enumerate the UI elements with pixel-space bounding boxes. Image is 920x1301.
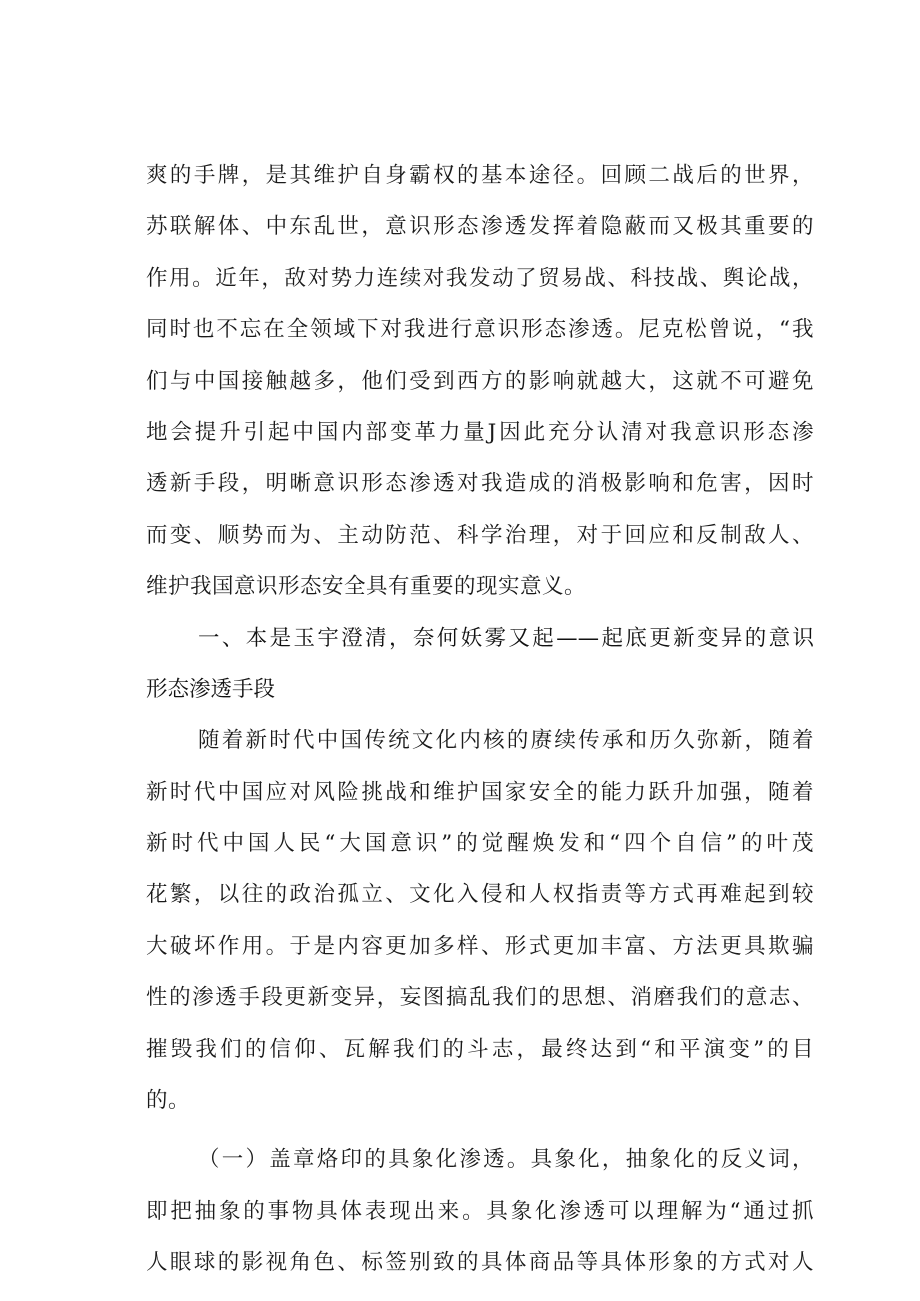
heading-line: 一、本是玉宇澄清，奈何妖雾又起——起底更新变异的意识: [198, 625, 814, 651]
text-line: 新时代中国人民“大国意识”的觉醒焕发和“四个自信”的叶茂: [146, 831, 814, 857]
text-line: 摧毁我们的信仰、瓦解我们的斗志，最终达到“和平演变”的目: [146, 1036, 814, 1062]
text-line: 们与中国接触越多，他们受到西方的影响就越大，这就不可避免: [146, 368, 814, 394]
text-line: 的。: [146, 1088, 191, 1114]
text-line: 维护我国意识形态安全具有重要的现实意义。: [146, 574, 587, 600]
section-heading-1: [146, 613, 814, 716]
paragraph-spacer: [146, 1126, 814, 1134]
document-body: [146, 150, 814, 1289]
paragraph-1: [146, 150, 814, 613]
text-line: 性的渗透手段更新变异，妄图搞乱我们的思想、消磨我们的意志、: [146, 985, 814, 1011]
heading-line: 形态渗透手段: [146, 676, 276, 702]
text-line: 而变、顺势而为、主动防范、科学治理，对于回应和反制敌人、: [146, 522, 814, 548]
text-line: 地会提升引起中国内部变革力量J因此充分认清对我意识形态渗: [146, 419, 814, 445]
text-line: 爽的手牌，是其维护自身霸权的基本途径。回顾二战后的世界，: [146, 163, 814, 188]
text-line: 花繁，以往的政治孤立、文化入侵和人权指责等方式再难起到较: [146, 882, 814, 908]
text-line: 大破坏作用。于是内容更加多样、形式更加丰富、方法更具欺骗: [146, 933, 814, 959]
text-line: （一）盖章烙印的具象化渗透。具象化，抽象化的反义词，: [198, 1147, 814, 1173]
text-line: 随着新时代中国传统文化内核的赓续传承和历久弥新，随着: [198, 728, 814, 754]
text-line: 同时也不忘在全领域下对我进行意识形态渗透。尼克松曾说，“我: [146, 317, 814, 343]
text-line: 作用。近年，敌对势力连续对我发动了贸易战、科技战、舆论战，: [146, 265, 814, 291]
text-line: 新时代中国应对风险挑战和维护国家安全的能力跃升加强，随着: [146, 779, 814, 805]
paragraph-3: [146, 1134, 814, 1288]
text-line: 苏联解体、中东乱世，意识形态渗透发挥着隐蔽而又极其重要的: [146, 214, 814, 240]
text-line: 透新手段，明晰意识形态渗透对我造成的消极影响和危害，因时: [146, 471, 814, 497]
text-line: 人眼球的影视角色、标签别致的具体商品等具体形象的方式对人: [146, 1250, 814, 1276]
text-line: 即把抽象的事物具体表现出来。具象化渗透可以理解为“通过抓: [146, 1198, 814, 1224]
paragraph-2: [146, 715, 814, 1126]
